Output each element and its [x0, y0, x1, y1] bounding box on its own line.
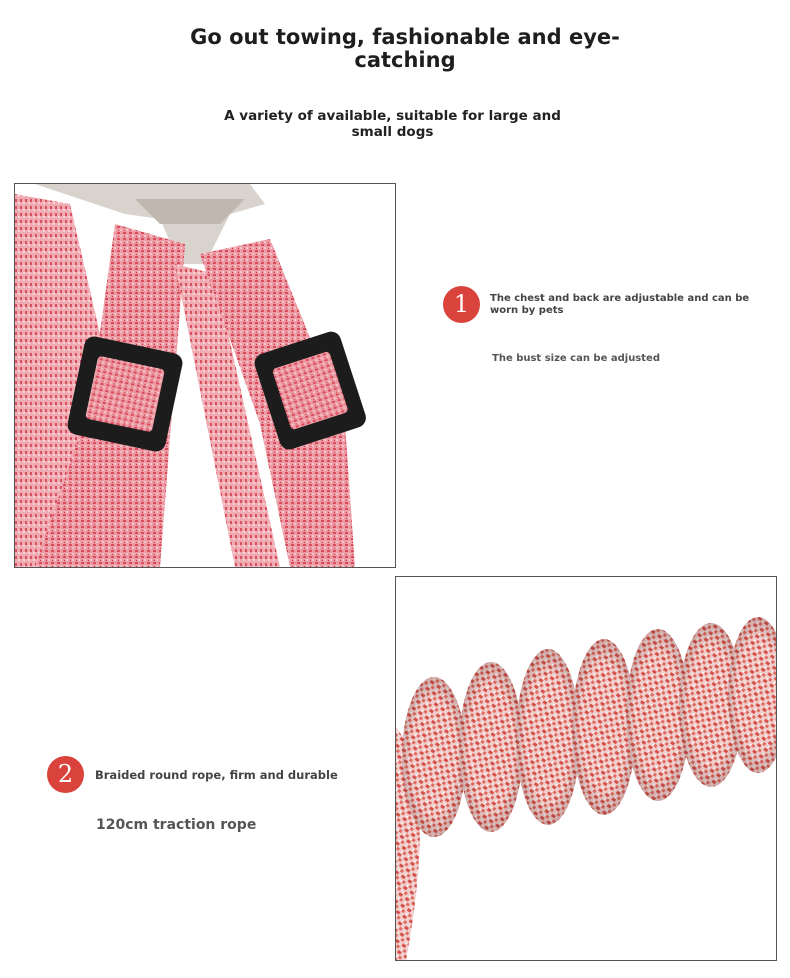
feature-number-badge-1: 1	[443, 286, 480, 323]
feature-1-title: The chest and back are adjustable and can be worn by pets	[490, 293, 750, 316]
feature-number-badge-2: 2	[47, 756, 84, 793]
feature-2-title: Braided round rope, firm and durable	[95, 768, 338, 782]
rope-photo	[395, 576, 777, 961]
feature-1-detail: The bust size can be adjusted	[492, 353, 660, 364]
page-title: Go out towing, fashionable and eye-catching	[190, 25, 620, 72]
harness-image	[15, 184, 395, 567]
rope-image	[396, 577, 776, 960]
harness-photo	[14, 183, 396, 568]
page-subtitle: A variety of available, suitable for large and small dogs	[224, 108, 561, 140]
feature-2-detail: 120cm traction rope	[96, 817, 257, 833]
